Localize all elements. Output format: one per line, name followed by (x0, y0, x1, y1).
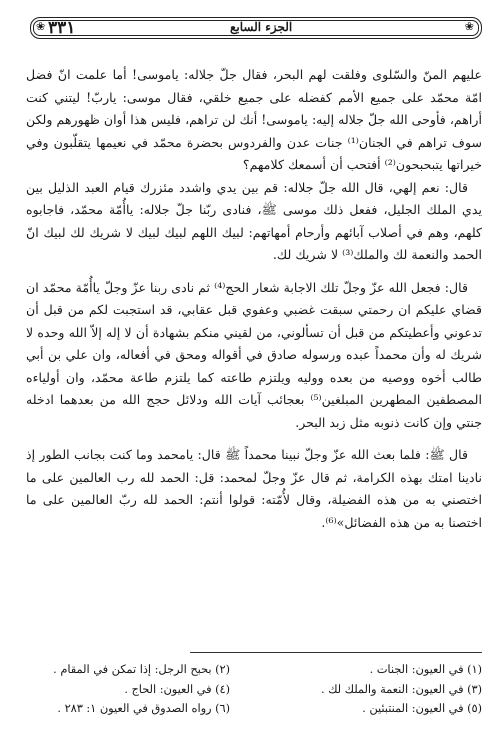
page-number: ٣٣١ (48, 18, 76, 38)
main-text (26, 64, 482, 534)
footnote-row (30, 660, 482, 680)
page-header (30, 14, 480, 44)
footnote-row (30, 680, 482, 700)
running-title: الجزء السابع (230, 20, 293, 34)
footnote: (٥) في العيون: المنتبئين . (362, 702, 482, 715)
right-ornament-icon: ❀ (464, 20, 474, 33)
footnote: (٦) رواه الصدوق في العيون ١: ٢٨٣ . (57, 702, 230, 715)
footnote: (٢) بحبح الرجل: إذا تمكن في المقام . (53, 663, 230, 676)
footnotes (30, 660, 482, 719)
footnote-divider (190, 652, 482, 653)
paragraph: قال: فجعل الله عزّ وجلّ تلك الاجابة شعار الحج⁽⁴⁾ ثم نادى ربنا عزّ وجلّ ياأُمّة محمّد ان قضاي عليكم ان رحمتي سبقت غضبي وعفوي قبل عقابي، قد استجبت لكم من قبل أن تدعوني وأعطيتكم من قبل أن تسألوني، من لقيني منكم بشهادة أن لا إله إلاّ الله وحده لا شريك له وأن محمداً عبده ورسوله صادق في أقواله ومحق في أفعاله، وان علي بن أبي طالب أخوه ووصيه من بعده ووليه ويلتزم طاعته كما يلتزم طاعة محمّد، وان أولياءه المصطفين المطهرين المبلغين⁽⁵⁾ بعجائب آيات الله ودلائل حجج الله من بعدهما ادخله جنتي وإن كانت ذنوبه مثل زبد البحر. (26, 279, 482, 430)
paragraph: قال ﷺ: فلما بعث الله عزّ وجلّ نبينا محمداً ﷺ قال: يامحمد وما كنت بجانب الطور إذ نادينا امتك بهذه الكرامة، ثم قال عزّ وجلّ لمحمد: قل: الحمد لله رب العالمين على ما اختصني به من هذه الفضيلة، وقال لأُمّته: قولوا أنتم: الحمد لله ربّ العالمين على ما اختصنا به من هذه الفضائل»⁽⁶⁾. (26, 447, 482, 530)
left-ornament-icon: ❀ (36, 20, 46, 33)
paragraph: قال: نعم إلهي، قال الله جلّ جلاله: قم بين يدي واشدد مئزرك قيام العبد الذليل بين يدي الملك الجليل، ففعل ذلك موسى ﷺ، فنادى ربّنا جلّ جلاله: ياأُمّة محمّد، فاجابوه كلهم، وهم في أصلاب آبائهم وأرحام أمهاتهم: لبيك اللهم لبيك لبيك لا شريك لك لبيك انّ الحمد والنعمة لك والملك⁽³⁾ لا شريك لك. (26, 179, 482, 262)
footnote: (٣) في العيون: النعمة والملك لك . (320, 682, 482, 696)
footnote-row (30, 699, 482, 719)
paragraph: عليهم المنّ والسّلوى وفلقت لهم البحر، فقال جلّ جلاله: ياموسى! أما علمت انّ فضل امّة محمّد على جميع الأمم كفضله على جميع خلقي، فقال موسى: ياربّ! ليتني كنت أراهم، فأوحى الله جلّ جلاله إليه: ياموسى! أنك لن تراهم، فليس هذا أوان ظهورهم ولكن سوف تراهم في الجنان⁽¹⁾ جنات عدن والفردوس بحضرة محمّد في نعيمها يتقلّبون وفي خيراتها يتبحبحون⁽²⁾ أفتحب أن أسمعك كلامهم؟ (26, 67, 483, 172)
footnote: (١) في العيون: الجنات . (369, 663, 482, 676)
footnote: (٤) في العيون: الحاج . (124, 682, 230, 696)
